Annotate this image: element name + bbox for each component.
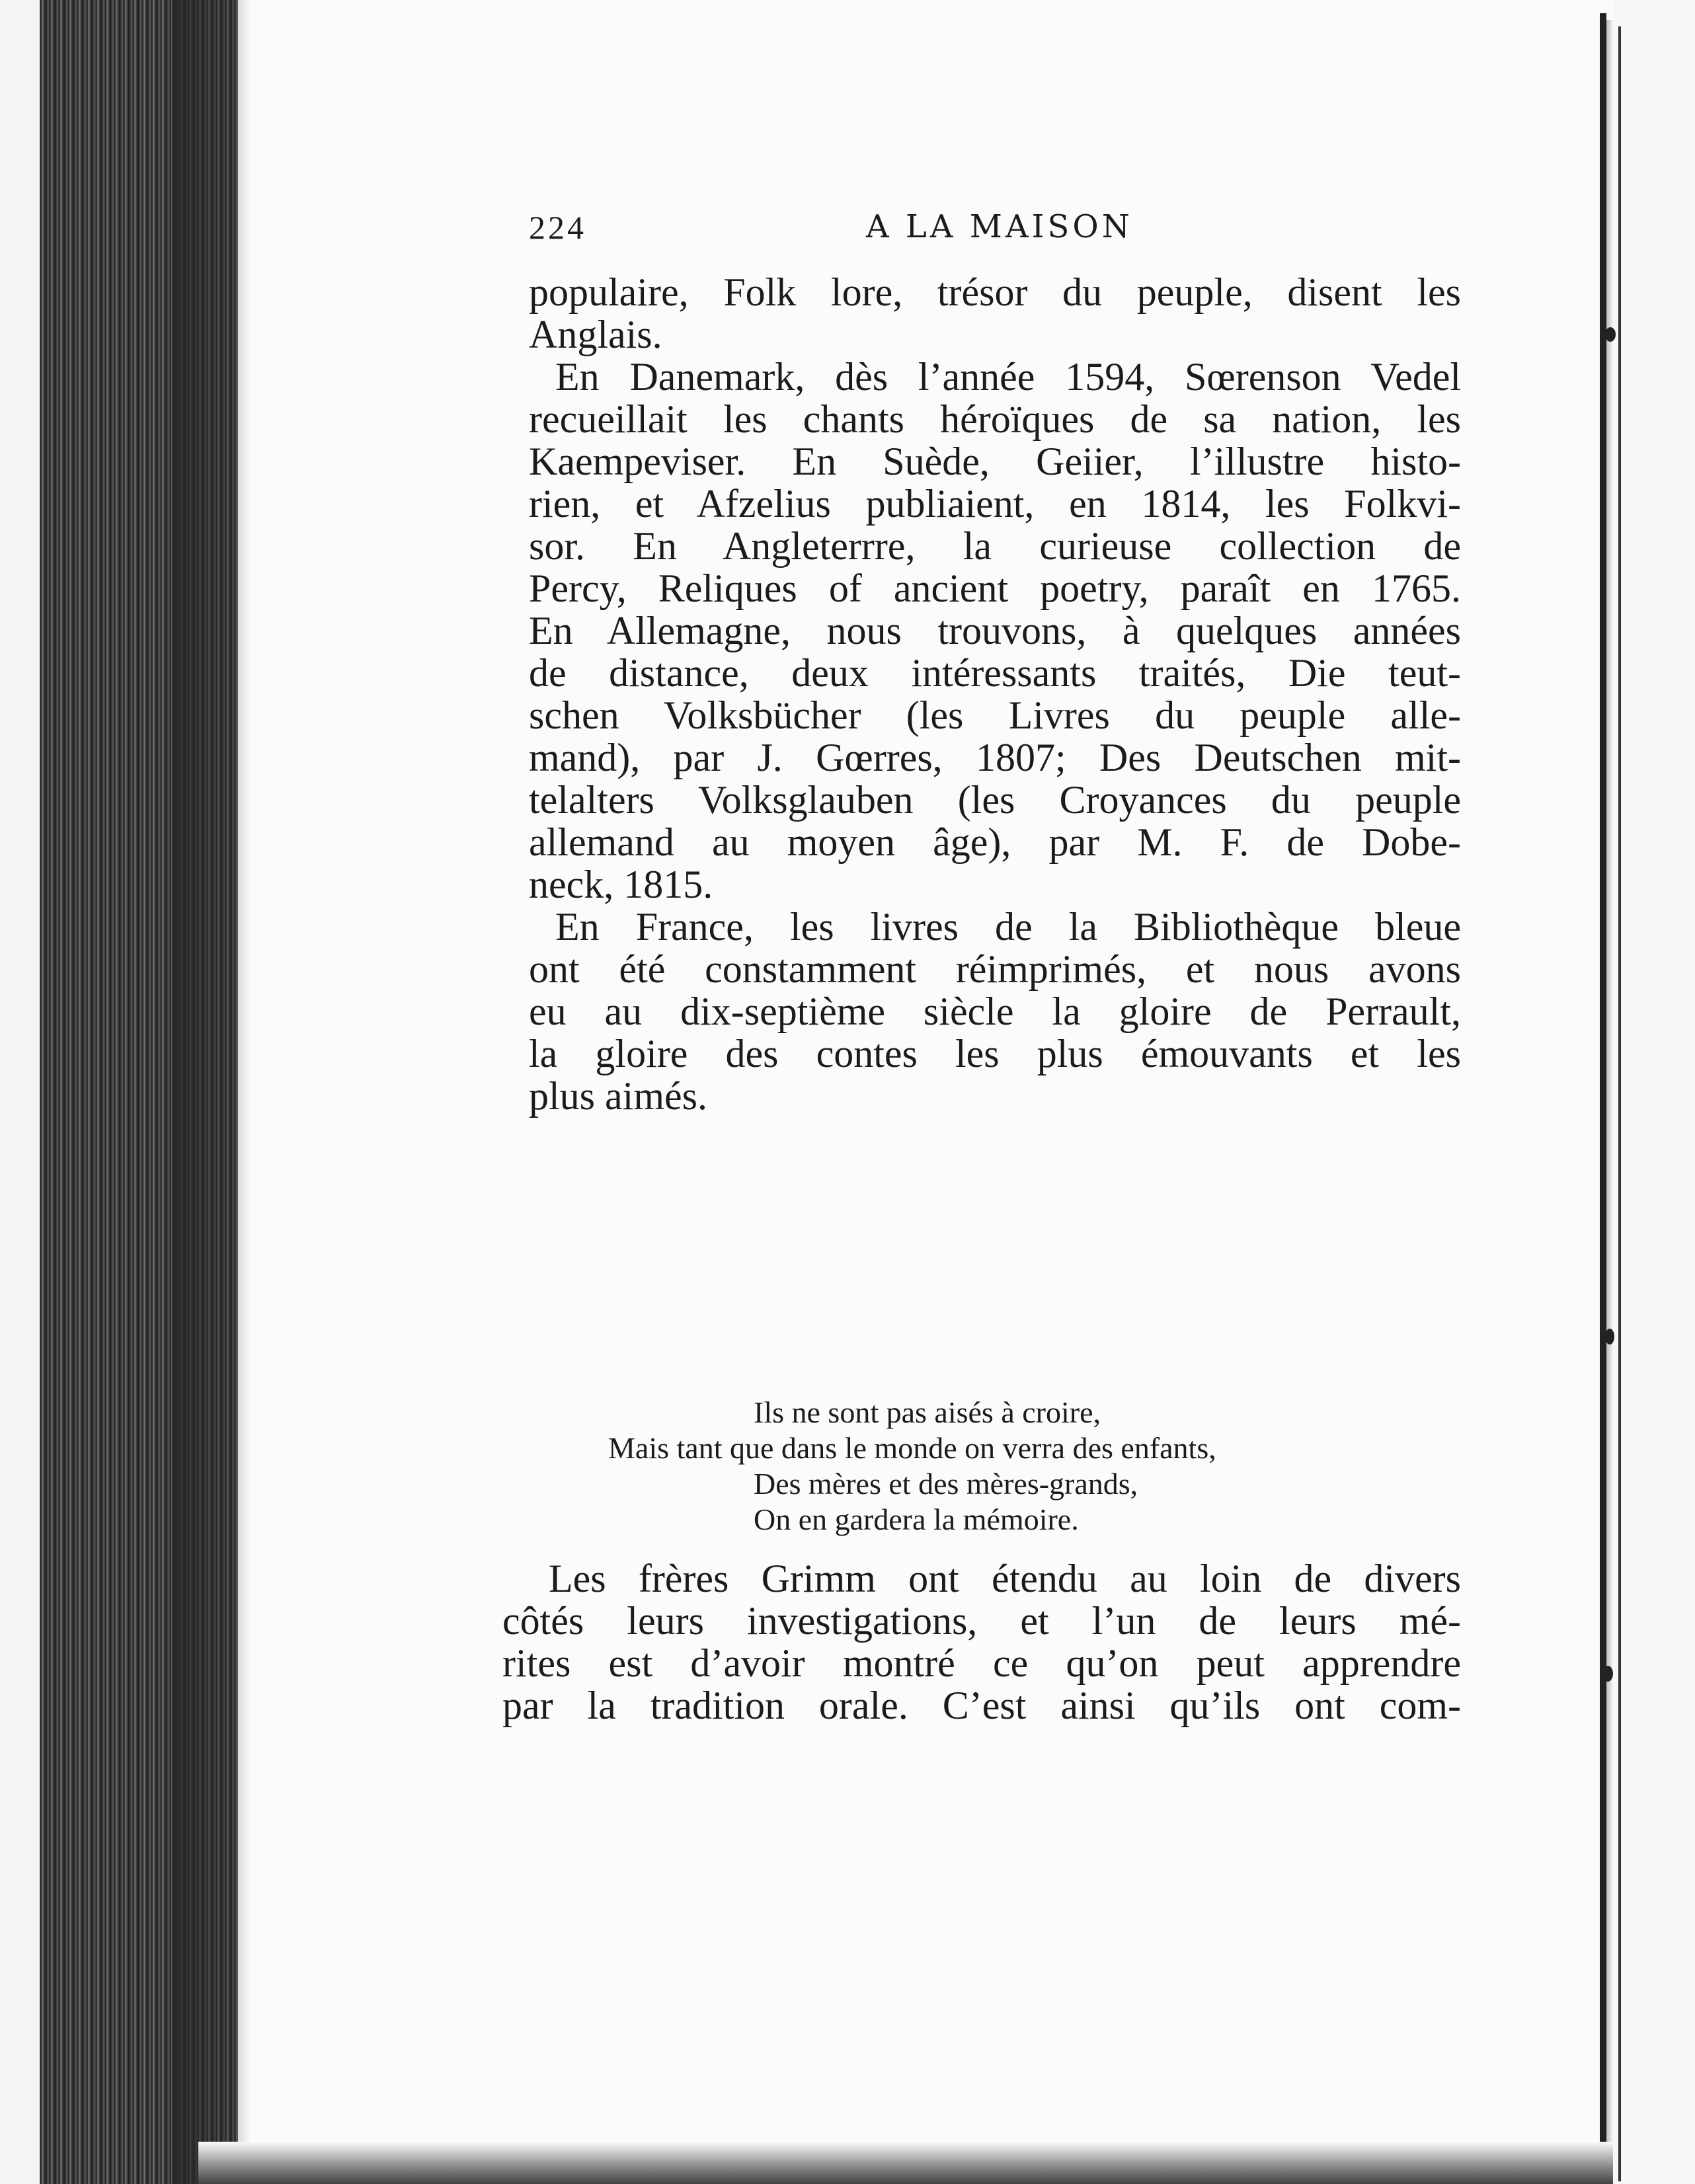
text-line: neck, 1815. [529,863,713,906]
text-line: En Allemagne, nous trouvons, à quelques années [529,609,1461,652]
text-line: telalters Volksglauben (les Croyances du peuple [529,778,1461,822]
page-right-shadow [1606,20,1614,2168]
page-header [502,208,1461,254]
closing-paragraph [502,1557,1461,1726]
text-line: par la tradition orale. C’est ainsi qu’ils ont com- [502,1684,1461,1727]
text-line: de distance, deux intéressants traités, Die teut- [529,651,1461,695]
verse-line: Des mères et des mères-grands, [754,1467,1138,1501]
text-line: Les frères Grimm ont étendu au loin de divers [549,1557,1461,1600]
edge-mark [1605,1329,1614,1345]
text-line: Anglais. [529,313,662,356]
body-text [502,271,1461,1117]
gutter-shadow [172,0,251,2184]
scan-margin-left [0,0,40,2184]
text-line: sor. En Angleterrre, la curieuse collection de [529,524,1461,568]
edge-mark [1602,1666,1613,1682]
page-number: 224 [529,209,586,246]
facing-page-edge [1614,0,1695,2184]
text-line: ont été constamment réimprimés, et nous avons [529,947,1461,991]
verse-line: On en gardera la mémoire. [754,1502,1079,1536]
verse-line: Ils ne sont pas aisés à croire, [754,1395,1101,1429]
text-line: côtés leurs investigations, et l’un de leurs mé- [502,1599,1461,1643]
verse-quote [555,1395,1216,1538]
text-line: schen Volksbücher (les Livres du peuple alle- [529,693,1461,737]
text-line: la gloire des contes les plus émouvants et les [529,1032,1461,1075]
running-title: A LA MAISON [866,208,1133,245]
page-bottom-edge [198,2142,1613,2184]
text-line: allemand au moyen âge), par M. F. de Dobe- [529,820,1461,864]
text-line: populaire, Folk lore, trésor du peuple, disent les [529,270,1461,314]
text-line: mand), par J. Gœrres, 1807; Des Deutschen mit- [529,736,1461,779]
edge-mark [1605,327,1616,342]
text-line: plus aimés. [529,1074,707,1118]
text-line: rien, et Afzelius publiaient, en 1814, les Folkvi- [529,482,1461,526]
text-line: Percy, Reliques of ancient poetry, paraît en 1765. [529,566,1461,610]
text-line: En Danemark, dès l’année 1594, Sœrenson Vedel [555,355,1461,399]
text-line: eu au dix-septième siècle la gloire de Perrault, [529,990,1461,1033]
text-line: rites est d’avoir montré ce qu’on peut apprendre [502,1641,1461,1685]
text-line: Kaempeviser. En Suède, Geiier, l’illustre histo- [529,440,1461,483]
text-line: recueillait les chants héroïques de sa nation, les [529,397,1461,441]
page-content [502,208,1461,1727]
text-line: En France, les livres de la Bibliothèque bleue [555,905,1461,949]
verse-line: Mais tant que dans le monde on verra des enfants, [608,1431,1216,1465]
facing-page-line [1618,26,1621,2181]
